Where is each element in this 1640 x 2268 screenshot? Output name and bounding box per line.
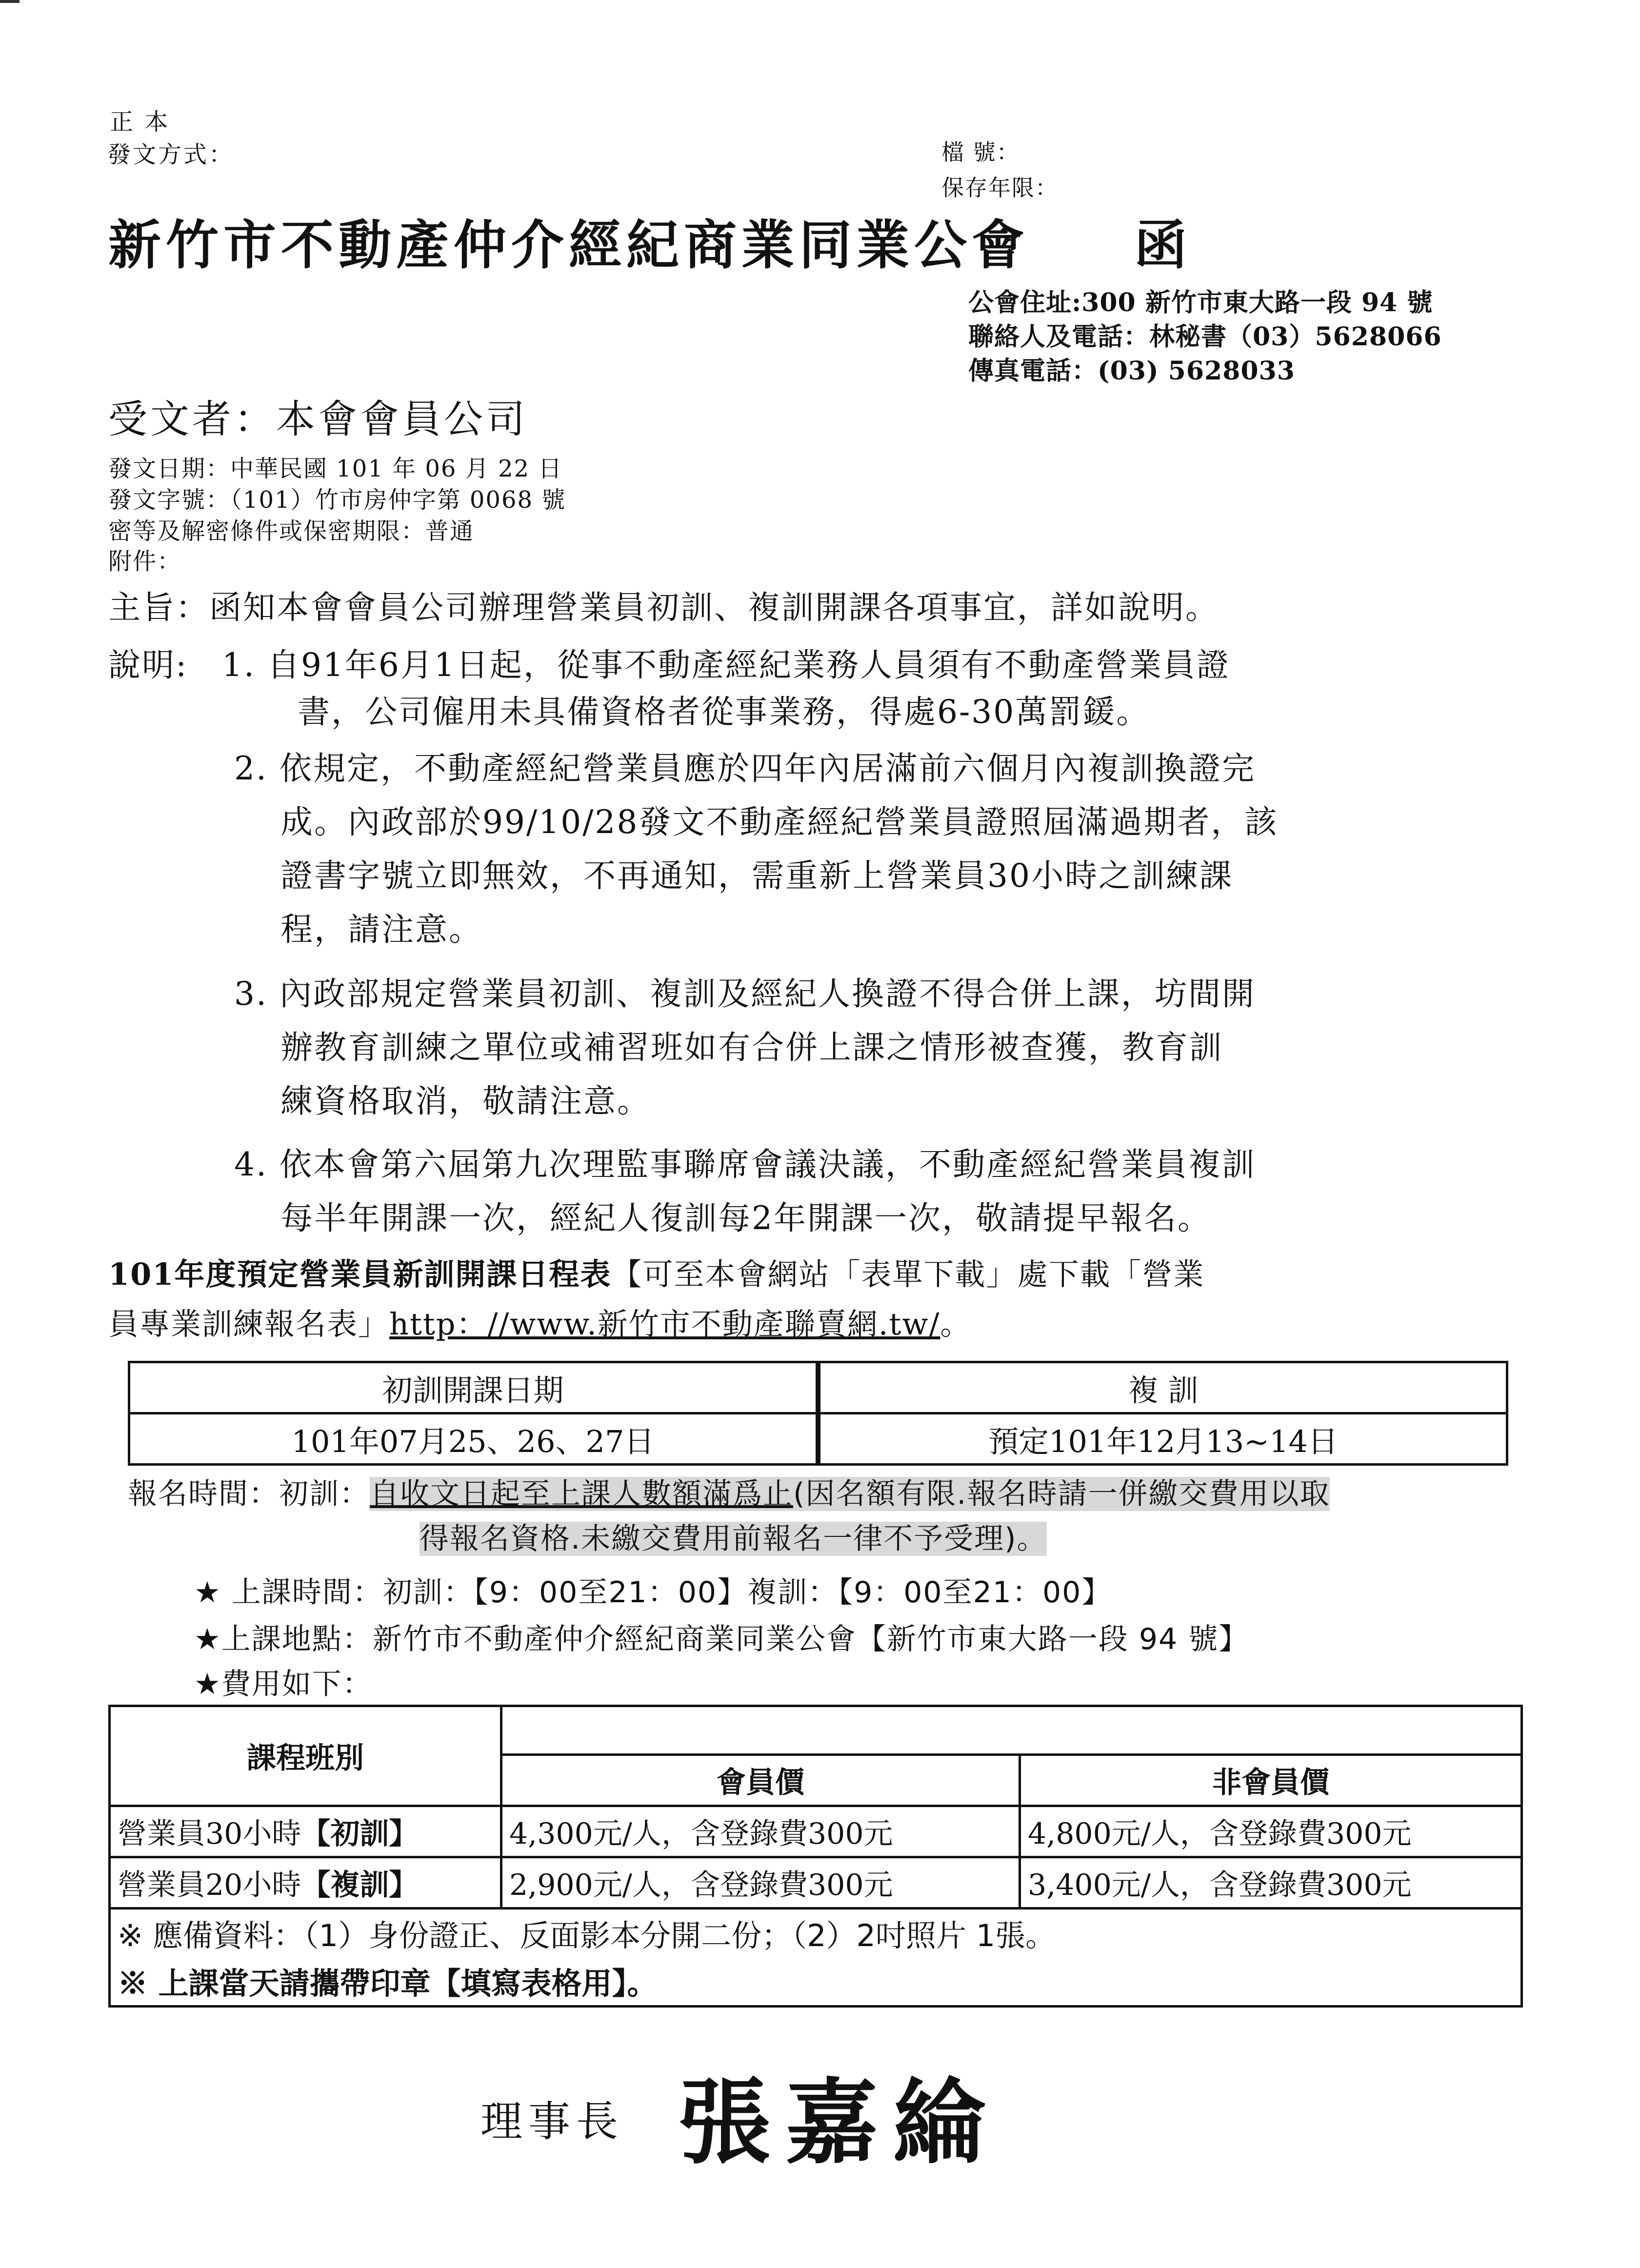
- issue-date: 發文日期：中華民國 101 年 06 月 22 日: [108, 455, 563, 482]
- explanation-item-1-line-2: 書，公司僱用未具備資格者從事業務，得處6-30萬罰鍰。: [298, 693, 1150, 731]
- explanation-item-3-line-2: 辦教育訓練之單位或補習班如有合併上課之情形被查獲，教育訓: [280, 1029, 1223, 1066]
- explanation-item-2-line-2: 成。內政部於99/10/28發文不動產經紀營業員證照屆滿過期者，該: [280, 803, 1279, 841]
- org-contact: 聯絡人及電話：林秘書（03）5628066: [968, 322, 1442, 352]
- signature-name: 張嘉綸: [678, 2068, 1000, 2177]
- scan-edge-mark: [0, 0, 20, 3]
- explanation-item-3-line-1: 3. 內政部規定營業員初訓、複訓及經紀人換證不得合併上課，坊間開: [234, 975, 1256, 1013]
- retention-label: 保存年限：: [941, 175, 1059, 201]
- date-header-refresher: 複 訓: [818, 1362, 1507, 1413]
- org-title: [108, 214, 1192, 277]
- copy-type: 正 本: [110, 108, 170, 136]
- org-address: 公會住址:300 新竹市東大路一段 94 號: [968, 288, 1433, 318]
- fee-row-1-member: 4,300元/人，含登錄費300元: [501, 1806, 1020, 1857]
- schedule-line2-prefix: 員專業訓練報名表」: [108, 1306, 390, 1342]
- schedule-title-bold: 101年度預定營業員新訓開課日程表: [108, 1256, 612, 1292]
- schedule-line-2: [108, 1303, 971, 1345]
- fee-row-1-nonmember: 4,800元/人，含登錄費300元: [1020, 1806, 1522, 1857]
- website-link[interactable]: http：//www.新竹市不動產聯賣網.tw/: [389, 1306, 940, 1342]
- fee-row-1-name: 營業員30小時【初訓】: [110, 1806, 501, 1857]
- signature-role: 理事長: [480, 2097, 624, 2146]
- fee-table: [108, 1705, 1523, 2008]
- explanation-item-1-line-1: 1. 自91年6月1日起，從事不動產經紀業務人員須有不動產營業員證: [222, 646, 1230, 684]
- explanation-item-2-line-3: 證書字號立即無效，不再通知，需重新上營業員30小時之訓練課: [280, 857, 1233, 895]
- registration-line-1: [128, 1473, 1330, 1515]
- explanation-item-3-line-3: 練資格取消，敬請注意。: [280, 1082, 651, 1120]
- doc-number: 發文字號：（101）竹市房仲字第 0068 號: [108, 486, 566, 514]
- attachment: 附件：: [108, 548, 182, 575]
- explanation-item-2-line-1: 2. 依規定，不動產經紀營業員應於四年內居滿前六個月內複訓換證完: [234, 750, 1256, 787]
- date-header-initial: 初訓開課日期: [129, 1362, 819, 1413]
- fees-label: ★費用如下：: [194, 1667, 373, 1701]
- subject: 主旨：函知本會會員公司辦理營業員初訓、複訓開課各項事宜，詳如說明。: [108, 589, 1219, 626]
- registration-highlight: 自收文日起至上課人數額滿爲止: [370, 1477, 793, 1511]
- registration-label: 報名時間：初訓：: [128, 1477, 370, 1511]
- file-number-label: 檔 號：: [941, 139, 1020, 165]
- org-fax: 傳真電話：(03) 5628033: [968, 356, 1295, 386]
- fee-row-2-nonmember: 3,400元/人，含登錄費300元: [1020, 1857, 1522, 1909]
- course-date-table: [128, 1361, 1508, 1466]
- confidentiality: 密等及解密條件或保密期限：普通: [108, 517, 475, 545]
- fee-row-2-tag: 【複訓】: [301, 1868, 419, 1902]
- recipient: 受文者：本會會員公司: [108, 397, 528, 442]
- schedule-title-rest: 【可至本會網站「表單下載」處下載「營業: [611, 1256, 1205, 1292]
- fee-header-member: 會員價: [501, 1755, 1020, 1806]
- class-time: ★ 上課時間：初訓：【9：00至21：00】複訓：【9：00至21：00】: [194, 1575, 1112, 1610]
- fee-note-1: ※ 應備資料：（1）身份證正、反面影本分開二份；（2）2吋照片 1張。: [110, 1909, 1522, 1957]
- registration-line-2: [420, 1518, 1047, 1560]
- explanation-item-4-line-2: 每半年開課一次，經紀人復訓每2年開課一次，敬請提早報名。: [280, 1199, 1211, 1237]
- doc-type: 函: [1134, 215, 1192, 276]
- date-cell-refresher: 預定101年12月13~14日: [818, 1413, 1507, 1465]
- fee-header-nonmember: 非會員價: [1020, 1755, 1522, 1806]
- explanation-item-4-line-1: 4. 依本會第六屆第九次理監事聯席會議決議，不動產經紀營業員複訓: [234, 1146, 1256, 1183]
- table-row: [110, 1857, 1522, 1909]
- org-name: 新竹市不動產仲介經紀商業同業公會: [108, 215, 1030, 276]
- fee-note-2: ※ 上課當天請攜帶印章【填寫表格用】。: [110, 1956, 1522, 2007]
- fee-row-1-tag: 【初訓】: [301, 1817, 419, 1851]
- schedule-title: [108, 1253, 1204, 1295]
- registration-line-2-text: 得報名資格.未繳交費用前報名一律不予受理)。: [420, 1522, 1047, 1556]
- fee-row-2-name: 營業員20小時【複訓】: [110, 1857, 501, 1909]
- fee-header-category: 課程班別: [110, 1706, 501, 1806]
- send-method-label: 發文方式：: [107, 141, 235, 168]
- class-place: ★上課地點：新竹市不動產仲介經紀商業同業公會【新竹市東大路一段 94 號】: [194, 1622, 1249, 1656]
- fee-row-2-member: 2,900元/人，含登錄費300元: [501, 1857, 1020, 1909]
- schedule-line2-suffix: 。: [940, 1306, 972, 1342]
- explanation-label: 說明:: [108, 646, 188, 684]
- table-row: [110, 1806, 1522, 1857]
- explanation-item-2-line-4: 程，請注意。: [280, 911, 482, 948]
- date-cell-initial: 101年07月25、26、27日: [129, 1413, 819, 1465]
- fee-header-spacer: [501, 1706, 1522, 1755]
- registration-rest: (因名額有限.報名時請一併繳交費用以取: [793, 1477, 1330, 1511]
